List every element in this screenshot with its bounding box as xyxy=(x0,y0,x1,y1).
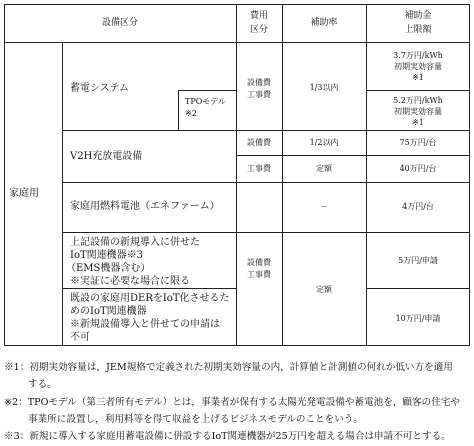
iot-existing-line1: 既設の家庭用DERをIoT化させるた xyxy=(70,293,230,304)
iot-rate: 定額 xyxy=(316,285,332,294)
storage-name: 蓄電システム xyxy=(70,83,129,94)
footnote-1-line2: する。 xyxy=(28,379,57,390)
storage-cost-line2: 工事費 xyxy=(247,90,271,99)
footnote-3-line1: ※3：新規に導入する家庭用蓄電設備に併設するIoT関連機器が25万円を超える場合は申請不可とする。 xyxy=(4,431,451,442)
segment-label: 家庭用 xyxy=(9,188,39,199)
iot-existing-line3: ※新規設備導入と併せての申請は xyxy=(70,319,220,330)
iot-new-cap: 5万円/申請 xyxy=(398,256,438,265)
v2h-rate2: 定額 xyxy=(316,164,332,173)
enefarm-name: 家庭用燃料電池（エネファーム） xyxy=(70,201,220,212)
iot-existing-line4: 不可 xyxy=(70,332,90,343)
storage-tpo-line2: ※2 xyxy=(185,109,197,118)
footnote-1-line1: ※1：初期実効容量は，JEM規格で定義された初期実効容量の内，計算値と計測値の何れか低い方を適用 xyxy=(4,362,453,373)
storage-cost-line1: 設備費 xyxy=(247,78,271,87)
v2h-cap2: 40万円/台 xyxy=(399,164,437,173)
header-cost-type-line2: 区分 xyxy=(249,25,269,35)
iot-new-line1: 上記設備の新規導入に併せた xyxy=(70,237,200,248)
enefarm-cap: 4万円/台 xyxy=(402,202,434,211)
iot-existing-line2: めのIoT関連機器 xyxy=(70,306,147,317)
storage-cap2-line3: ※1 xyxy=(412,118,424,127)
footnote-2-line1: ※2：TPOモデル（第三者所有モデル）とは，事業者が保有する太陽光発電設備や蓄電池を，顧客の住宅や xyxy=(4,397,461,408)
v2h-rate1: 1/2以内 xyxy=(309,138,339,147)
storage-cap1-line1: 3.7万円/kWh xyxy=(393,51,443,60)
storage-cap1-line2: 初期実効容量 xyxy=(394,62,442,71)
v2h-name: V2H充放電設備 xyxy=(70,151,143,162)
header-category: 設備区分 xyxy=(101,18,139,28)
header-cap-line1: 補助金 xyxy=(404,11,432,21)
v2h-cost2: 工事費 xyxy=(247,164,271,173)
iot-cost-line2: 工事費 xyxy=(247,270,271,279)
v2h-cap1: 75万円/台 xyxy=(399,138,437,147)
storage-cap2-line1: 5.2万円/kWh xyxy=(393,96,443,105)
storage-rate: 1/3以内 xyxy=(309,83,339,92)
header-cap-line2: 上限額 xyxy=(404,25,432,35)
footnote-2-line2: 事業所に設置し，利用料等を得て収益を上げるビジネスモデルのことをいう。 xyxy=(28,414,364,425)
iot-existing-cap: 10万円/申請 xyxy=(395,314,441,323)
header-cost-type-line1: 費用 xyxy=(249,11,269,21)
storage-cap2-line2: 初期実効容量 xyxy=(394,107,442,116)
storage-cap1-line3: ※1 xyxy=(412,73,424,82)
iot-new-line3: （EMS機器含む） xyxy=(66,263,151,274)
iot-new-line2: IoT関連機器※3 xyxy=(70,250,144,261)
v2h-cost1: 設備費 xyxy=(247,138,271,147)
header-rate: 補助率 xyxy=(310,18,338,28)
enefarm-rate: － xyxy=(320,202,328,211)
storage-tpo-line1: TPOモデル xyxy=(185,97,226,106)
iot-new-line4: ※実証に必要な場合に限る xyxy=(70,276,190,287)
iot-cost-line1: 設備費 xyxy=(247,258,271,267)
